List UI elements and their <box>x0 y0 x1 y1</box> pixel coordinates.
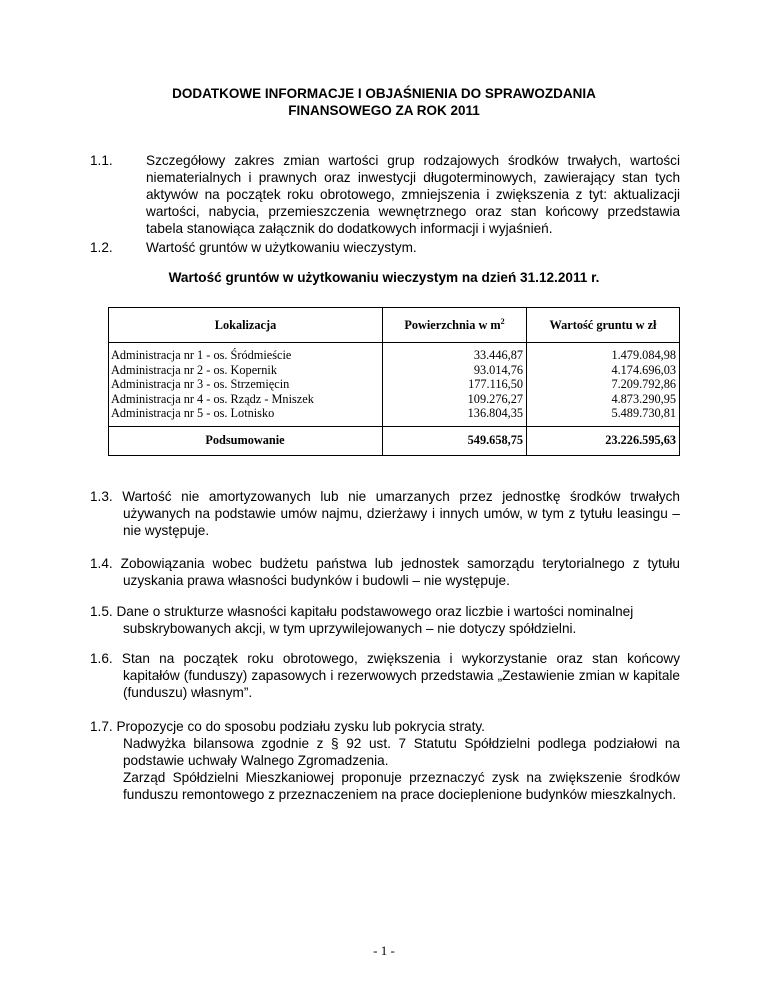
summary-area: 549.658,75 <box>383 426 527 455</box>
section-heading: 1.7. Propozycje co do sposobu podziału zysku lub pokrycia straty. <box>90 719 485 734</box>
section-number: 1.2. <box>90 240 113 255</box>
value-cell: 1.479.084,98 4.174.696,03 7.209.792,86 4.873.290,95 5.489.730,81 <box>527 343 680 427</box>
section-1-4: 1.4. Zobowiązania wobec budżetu państwa lub jednostek samorządu terytorialnego z tytułu uzyskania prawa własności budynków i budowli – nie występuje. <box>90 556 680 588</box>
summary-value: 23.226.595,63 <box>527 426 680 455</box>
section-text: Wartość gruntów w użytkowaniu wieczystym. <box>146 240 417 255</box>
table-header-row <box>109 308 680 343</box>
section-1-7 <box>90 718 680 803</box>
table-body-row <box>109 343 680 427</box>
section-1-6: 1.6. Stan na początek roku obrotowego, zwiększenia i wykorzystanie oraz stan końcowy kapitałów (funduszy) zapasowych i rezerwowych przedstawia „Zestawienie zmian w kapitale (funduszu) własnym”. <box>90 651 680 700</box>
location-cell: Administracja nr 1 - os. Śródmieście Administracja nr 2 - os. Kopernik Administracja nr 3 - os. Strzemięcin Administracja nr 4 - os. Rządz - Mniszek Administracja nr 5 - os. Lotnisko <box>109 343 383 427</box>
summary-label: Podsumowanie <box>109 426 383 455</box>
section-text: Szczegółowy zakres zmian wartości grup rodzajowych środków trwałych, wartości niematerialnych i prawnych oraz inwestycji długoterminowych, zawierający stan tych aktywów na początek roku obrotowego, zmniejszenia i zwiększenia z tyt: aktualizacji wartości, nabycia, przemieszczenia wewnętrznego oraz stan końcowy przedstawia tabela stanowiąca załącznik do dodatkowych informacji i wyjaśnień. <box>146 153 680 236</box>
section-1-3: 1.3. Wartość nie amortyzowanych lub nie umarzanych przez jednostkę środków trwałych używanych na podstawie umów najmu, dzierżawy i innych umów, w tym z tytułu leasingu – nie występuje. <box>90 489 680 538</box>
header-value: Wartość gruntu w zł <box>527 308 680 343</box>
header-area: Powierzchnia w $m^2$ <box>383 308 527 343</box>
section-1-2 <box>90 239 680 256</box>
section-1-5: 1.5. Dane o strukturze własności kapitału podstawowego oraz liczbie i wartości nominalnej subskrybowanych akcji, w tym uprzywilejowanych – nie dotyczy spółdzielni. <box>90 604 634 636</box>
document-title <box>0 85 768 119</box>
title-line-2: FINANSOWEGO ZA ROK 2011 <box>288 103 480 118</box>
section-paragraph-2: Zarząd Spółdzielni Mieszkaniowej proponuje przeznaczyć zysk na zwiększenie środków funduszu remontowego z przeznaczeniem na prace docieplenione budynków mieszkalnych. <box>123 770 680 802</box>
section-number: 1.1. <box>90 153 113 168</box>
section-paragraph-1: Nadwyżka bilansowa zgodnie z § 92 ust. 7 Statutu Spółdzielni podlega podziałowi na podstawie uchwały Walnego Zgromadzenia. <box>123 736 680 768</box>
table-title: Wartość gruntów w użytkowaniu wieczystym na dzień 31.12.2011 r. <box>168 270 600 285</box>
summary-row <box>109 426 680 455</box>
title-line-1: DODATKOWE INFORMACJE I OBJAŚNIENIA DO SPRAWOZDANIA <box>172 86 596 101</box>
header-location: Lokalizacja <box>109 308 383 343</box>
land-value-table <box>108 307 680 456</box>
area-cell: 33.446,87 93.014,76 177.116,50 109.276,27 136.804,35 <box>383 343 527 427</box>
page-number: - 1 - <box>373 943 395 958</box>
section-1-1 <box>90 152 680 237</box>
